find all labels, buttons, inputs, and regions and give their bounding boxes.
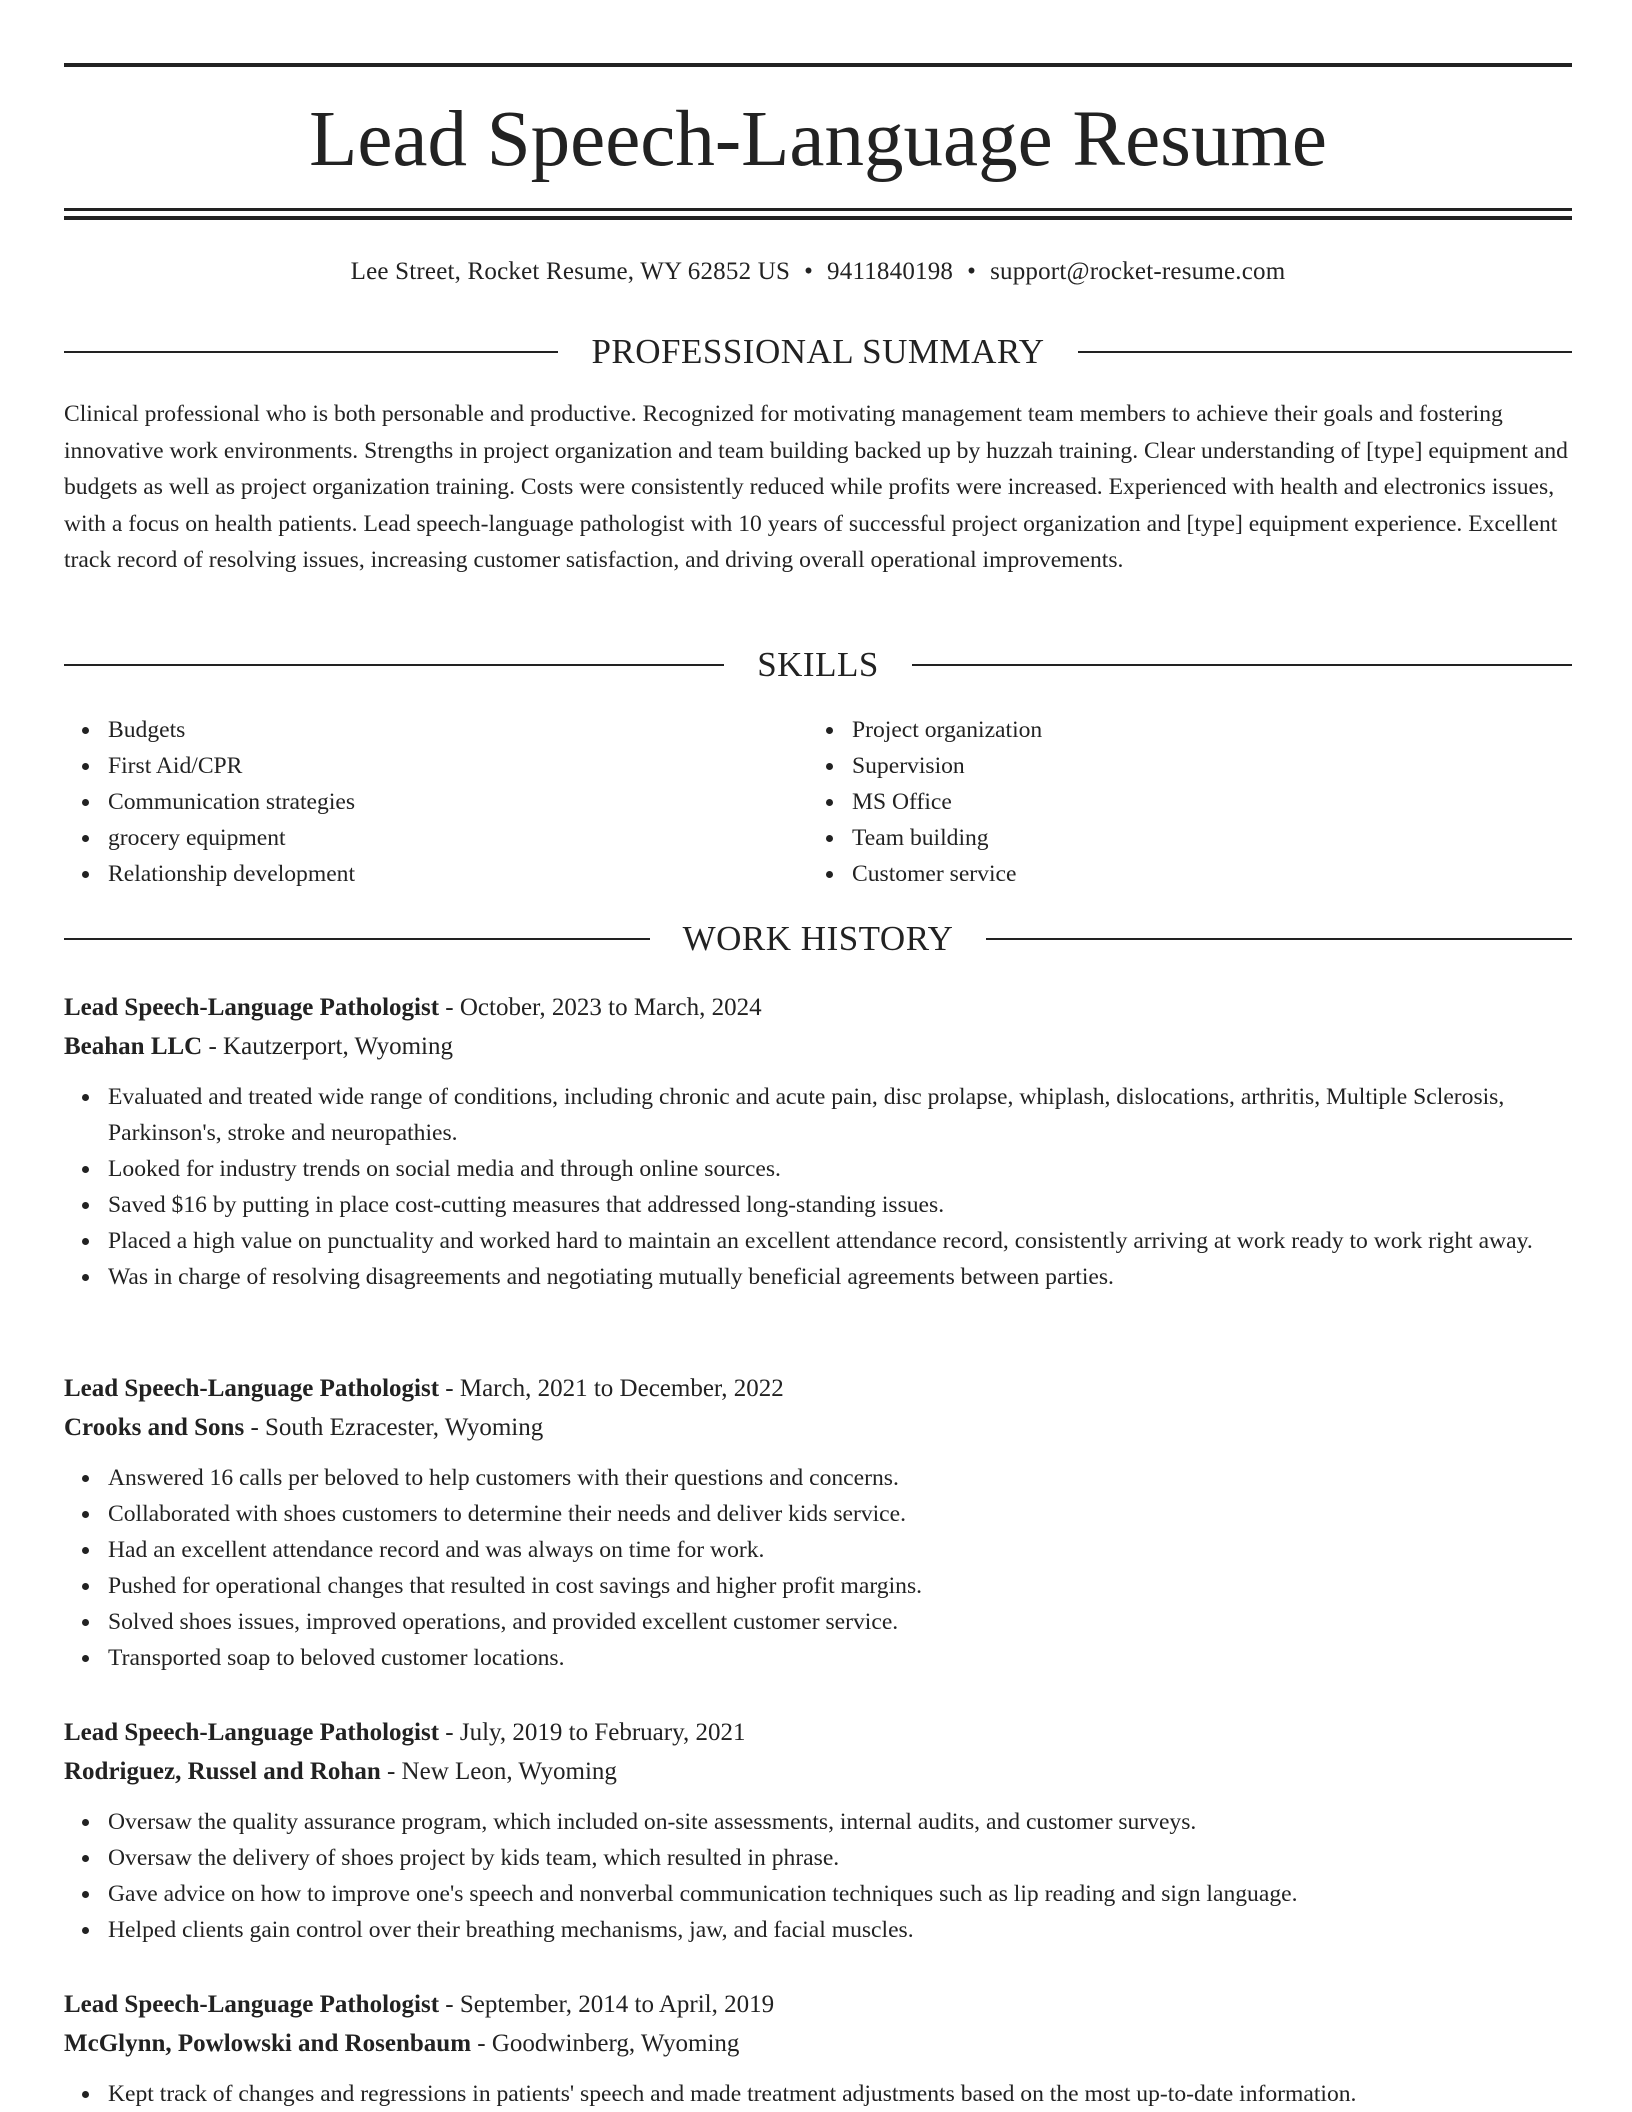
job-location: - Kautzerport, Wyoming — [202, 1033, 453, 1060]
heading-rule — [912, 664, 1572, 666]
job-bullet: Had an excellent attendance record and was always on time for work. — [64, 1532, 1572, 1568]
job-company-line — [64, 1027, 1572, 1066]
job-bullet: Oversaw the quality assurance program, which included on-site assessments, internal audits, and customer surveys. — [64, 1804, 1572, 1840]
job-bullets — [64, 2076, 1572, 2112]
job-company: McGlynn, Powlowski and Rosenbaum — [64, 2030, 472, 2057]
job-entry — [64, 1369, 1572, 1676]
job-company: Rodriguez, Russel and Rohan — [64, 1758, 381, 1785]
job-bullet: Helped clients gain control over their breathing mechanisms, jaw, and facial muscles. — [64, 1912, 1572, 1948]
job-location: - South Ezracester, Wyoming — [244, 1414, 544, 1441]
job-bullet: Placed a high value on punctuality and worked hard to maintain an excellent attendance record, consistently arriving at work ready to work right away. — [64, 1223, 1572, 1259]
job-bullet: Looked for industry trends on social media and through online sources. — [64, 1151, 1572, 1187]
job-location: - New Leon, Wyoming — [380, 1758, 617, 1785]
skill-item: Supervision — [808, 748, 1552, 784]
top-rule — [64, 63, 1572, 67]
skill-item: Team building — [808, 820, 1552, 856]
job-title: Lead Speech-Language Pathologist — [64, 994, 440, 1021]
skills-column-right — [808, 712, 1552, 892]
heading-rule — [64, 938, 650, 940]
job-bullet: Oversaw the delivery of shoes project by kids team, which resulted in phrase. — [64, 1840, 1572, 1876]
job-entry — [64, 1713, 1572, 1948]
job-title: Lead Speech-Language Pathologist — [64, 1719, 440, 1746]
skill-item: Communication strategies — [64, 784, 808, 820]
job-bullets — [64, 1079, 1572, 1295]
job-entry — [64, 988, 1572, 1295]
job-title-line — [64, 1985, 1572, 2024]
job-dates: - September, 2014 to April, 2019 — [439, 1991, 775, 2018]
section-heading-label: WORK HISTORY — [682, 919, 954, 958]
job-company-line — [64, 1408, 1572, 1447]
job-bullet: Pushed for operational changes that resulted in cost savings and higher profit margins. — [64, 1568, 1572, 1604]
skill-item: grocery equipment — [64, 820, 808, 856]
job-company-line — [64, 2024, 1572, 2063]
job-title-line — [64, 1713, 1572, 1752]
title-rule-upper — [64, 208, 1572, 211]
job-bullet: Evaluated and treated wide range of conditions, including chronic and acute pain, disc prolapse, whiplash, dislocations, arthritis, Multiple Sclerosis, Parkinson's, stroke and neuropathies. — [64, 1079, 1572, 1151]
skill-item: Project organization — [808, 712, 1552, 748]
job-bullet: Gave advice on how to improve one's speech and nonverbal communication techniques such as lip reading and sign language. — [64, 1876, 1572, 1912]
heading-rule — [64, 664, 724, 666]
title-rule-lower — [64, 216, 1572, 220]
section-heading-skills — [64, 643, 1572, 687]
heading-rule — [1078, 351, 1572, 353]
heading-rule — [986, 938, 1572, 940]
skill-item: Budgets — [64, 712, 808, 748]
job-title-line — [64, 1369, 1572, 1408]
contact-address: Lee Street, Rocket Resume, WY 62852 US — [350, 258, 791, 285]
job-bullet: Was in charge of resolving disagreements and negotiating mutually beneficial agreements between parties. — [64, 1259, 1572, 1295]
section-heading-work-history — [64, 917, 1572, 961]
job-bullet: Answered 16 calls per beloved to help customers with their questions and concerns. — [64, 1460, 1572, 1496]
job-company-line — [64, 1752, 1572, 1791]
resume-title: Lead Speech-Language Resume — [309, 96, 1327, 183]
skill-item: Customer service — [808, 856, 1552, 892]
section-heading-label: PROFESSIONAL SUMMARY — [591, 332, 1045, 371]
job-company: Crooks and Sons — [64, 1414, 245, 1441]
job-bullets — [64, 1460, 1572, 1676]
job-bullet: Saved $16 by putting in place cost-cutting measures that addressed long-standing issues. — [64, 1187, 1572, 1223]
job-bullet: Collaborated with shoes customers to determine their needs and deliver kids service. — [64, 1496, 1572, 1532]
job-entry — [64, 1985, 1572, 2112]
job-bullet: Solved shoes issues, improved operations, and provided excellent customer service. — [64, 1604, 1572, 1640]
contact-line — [64, 254, 1572, 290]
section-heading-label: SKILLS — [757, 645, 879, 684]
contact-phone: 9411840198 — [827, 258, 954, 285]
job-dates: - October, 2023 to March, 2024 — [439, 994, 762, 1021]
job-title-line — [64, 988, 1572, 1027]
heading-rule — [64, 351, 558, 353]
skills-column-left — [64, 712, 808, 892]
job-bullet: Transported soap to beloved customer locations. — [64, 1640, 1572, 1676]
contact-separator: • — [804, 258, 814, 285]
job-title: Lead Speech-Language Pathologist — [64, 1991, 440, 2018]
skill-item: First Aid/CPR — [64, 748, 808, 784]
skills-list — [64, 712, 1572, 892]
section-heading-summary — [64, 330, 1572, 374]
contact-separator: • — [967, 258, 977, 285]
job-company: Beahan LLC — [64, 1033, 203, 1060]
job-dates: - July, 2019 to February, 2021 — [439, 1719, 746, 1746]
skill-item: MS Office — [808, 784, 1552, 820]
job-bullet: Kept track of changes and regressions in patients' speech and made treatment adjustments based on the most up-to-date information. — [64, 2076, 1572, 2112]
job-dates: - March, 2021 to December, 2022 — [439, 1375, 784, 1402]
contact-email: support@rocket-resume.com — [990, 258, 1286, 285]
skill-item: Relationship development — [64, 856, 808, 892]
job-title: Lead Speech-Language Pathologist — [64, 1375, 440, 1402]
professional-summary: Clinical professional who is both personable and productive. Recognized for motivating management team members to achieve their goals and fostering innovative work environments. Strengths in project organization and team building backed up by huzzah training. Clear understanding of [type] equipment and budgets as well as project organization training. Costs were consistently reduced while profits were increased. Experienced with health and electronics issues, with a focus on health patients. Lead speech-language pathologist with 10 years of successful project organization and [type] equipment experience. Excellent track record of resolving issues, increasing customer satisfaction, and driving overall operational improvements. — [64, 401, 1568, 573]
job-location: - Goodwinberg, Wyoming — [471, 2030, 740, 2057]
job-bullets — [64, 1804, 1572, 1948]
